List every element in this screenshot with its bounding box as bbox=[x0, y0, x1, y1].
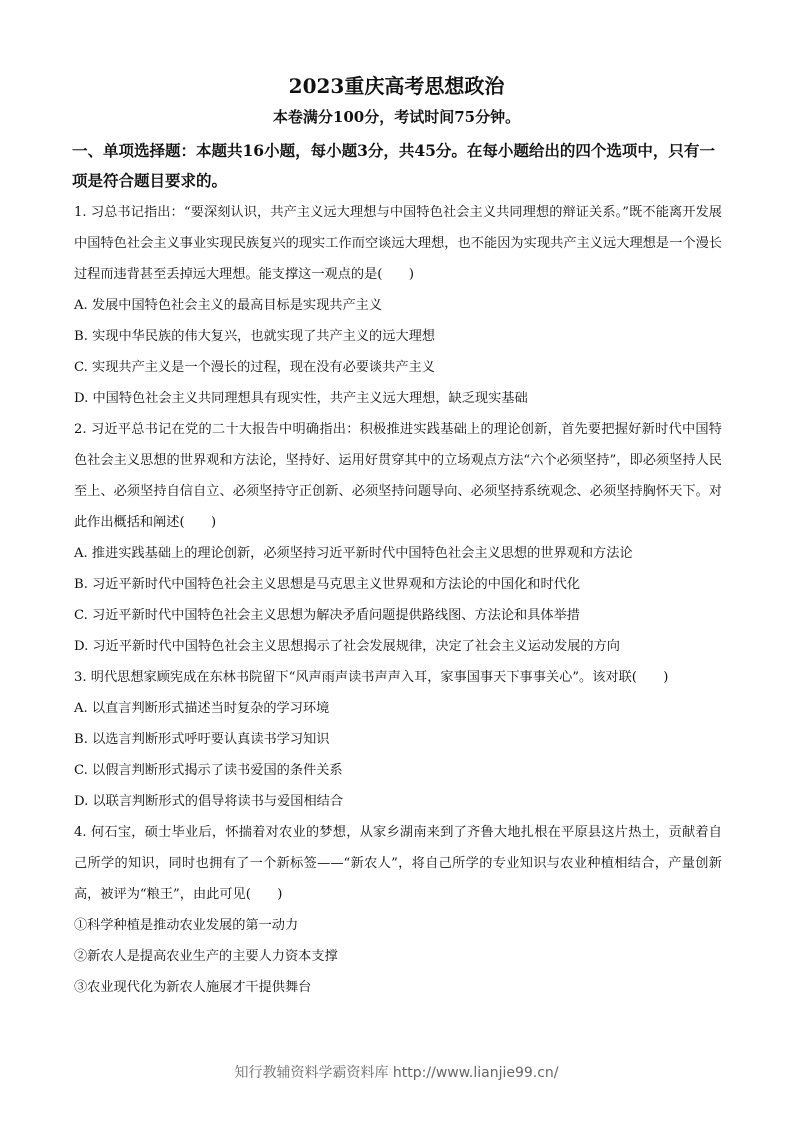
question-option: C. 实现共产主义是一个漫长的过程，现在没有必要谈共产主义 bbox=[74, 360, 435, 375]
question-option: B. 以选言判断形式呼吁要认真读书学习知识 bbox=[74, 732, 330, 747]
question-option: ③农业现代化为新农人施展才干提供舞台 bbox=[74, 980, 312, 995]
question-option: B. 习近平新时代中国特色社会主义思想是马克思主义世界观和方法论的中国化和时代化 bbox=[74, 577, 581, 592]
question-list bbox=[74, 197, 722, 1003]
question-option: ②新农人是提高农业生产的主要人力资本支撑 bbox=[74, 949, 338, 964]
section-heading: 一、单项选择题：本题共16小题，每小题3分，共45分。在每小题给出的四个选项中，只有一项是符合题目要求的。 bbox=[72, 141, 715, 190]
question-stem: 1. 习总书记指出：“要深刻认识，共产主义远大理想与中国特色社会主义共同理想的辩证关系。”既不能离开发展中国特色社会主义事业实现民族复兴的现实工作而空谈远大理想，也不能因为实现共产主义远大理想是一个漫长过程而违背甚至丢掉远大理想。能支撑这一观点的是( ) bbox=[74, 205, 722, 282]
question-option: C. 以假言判断形式揭示了读书爱国的条件关系 bbox=[74, 763, 343, 778]
question-option: A. 推进实践基础上的理论创新，必须坚持习近平新时代中国特色社会主义思想的世界观和方法论 bbox=[74, 546, 633, 561]
exam-subtitle: 本卷满分100分，考试时间75分钟。 bbox=[272, 108, 521, 126]
footer-watermark: 知行教辅资料学霸资料库 http://www.lianjie99.cn/ bbox=[234, 1065, 559, 1081]
question-stem: 3. 明代思想家顾宪成在东林书院留下“风声雨声读书声声入耳，家事国事天下事事关心”。该对联( ) bbox=[74, 670, 669, 685]
question-option: D. 习近平新时代中国特色社会主义思想揭示了社会发展规律，决定了社会主义运动发展的方向 bbox=[74, 639, 620, 654]
exam-title: 2023重庆高考思想政治 bbox=[288, 74, 505, 98]
question-option: ①科学种植是推动农业发展的第一动力 bbox=[74, 918, 299, 933]
question-option: B. 实现中华民族的伟大复兴，也就实现了共产主义的远大理想 bbox=[74, 329, 435, 344]
question-stem: 2. 习近平总书记在党的二十大报告中明确指出：积极推进实践基础上的理论创新，首先要把握好新时代中国特色社会主义思想的世界观和方法论，坚持好、运用好贯穿其中的立场观点方法“六个必须坚持”，即必须坚持人民至上、必须坚持自信自立、必须坚持守正创新、必须坚持问题导向、必须坚持系统观念、必须坚持胸怀天下。对此作出概括和阐述( ) bbox=[74, 422, 722, 530]
question-stem: 4. 何石宝，硕士毕业后，怀揣着对农业的梦想，从家乡湖南来到了齐鲁大地扎根在平原县这片热土，贡献着自己所学的知识，同时也拥有了一个新标签——“新农人”，将自己所学的专业知识与农业种植相结合，产量创新高，被评为“粮王”，由此可见( ) bbox=[74, 825, 722, 902]
question-option: C. 习近平新时代中国特色社会主义思想为解决矛盾问题提供路线图、方法论和具体举措 bbox=[74, 608, 580, 623]
question-option: D. 中国特色社会主义共同理想具有现实性，共产主义远大理想，缺乏现实基础 bbox=[74, 391, 528, 406]
question-option: A. 以直言判断形式描述当时复杂的学习环境 bbox=[74, 701, 330, 716]
question-option: A. 发展中国特色社会主义的最高目标是实现共产主义 bbox=[74, 298, 383, 313]
question-option: D. 以联言判断形式的倡导将读书与爱国相结合 bbox=[74, 794, 344, 809]
